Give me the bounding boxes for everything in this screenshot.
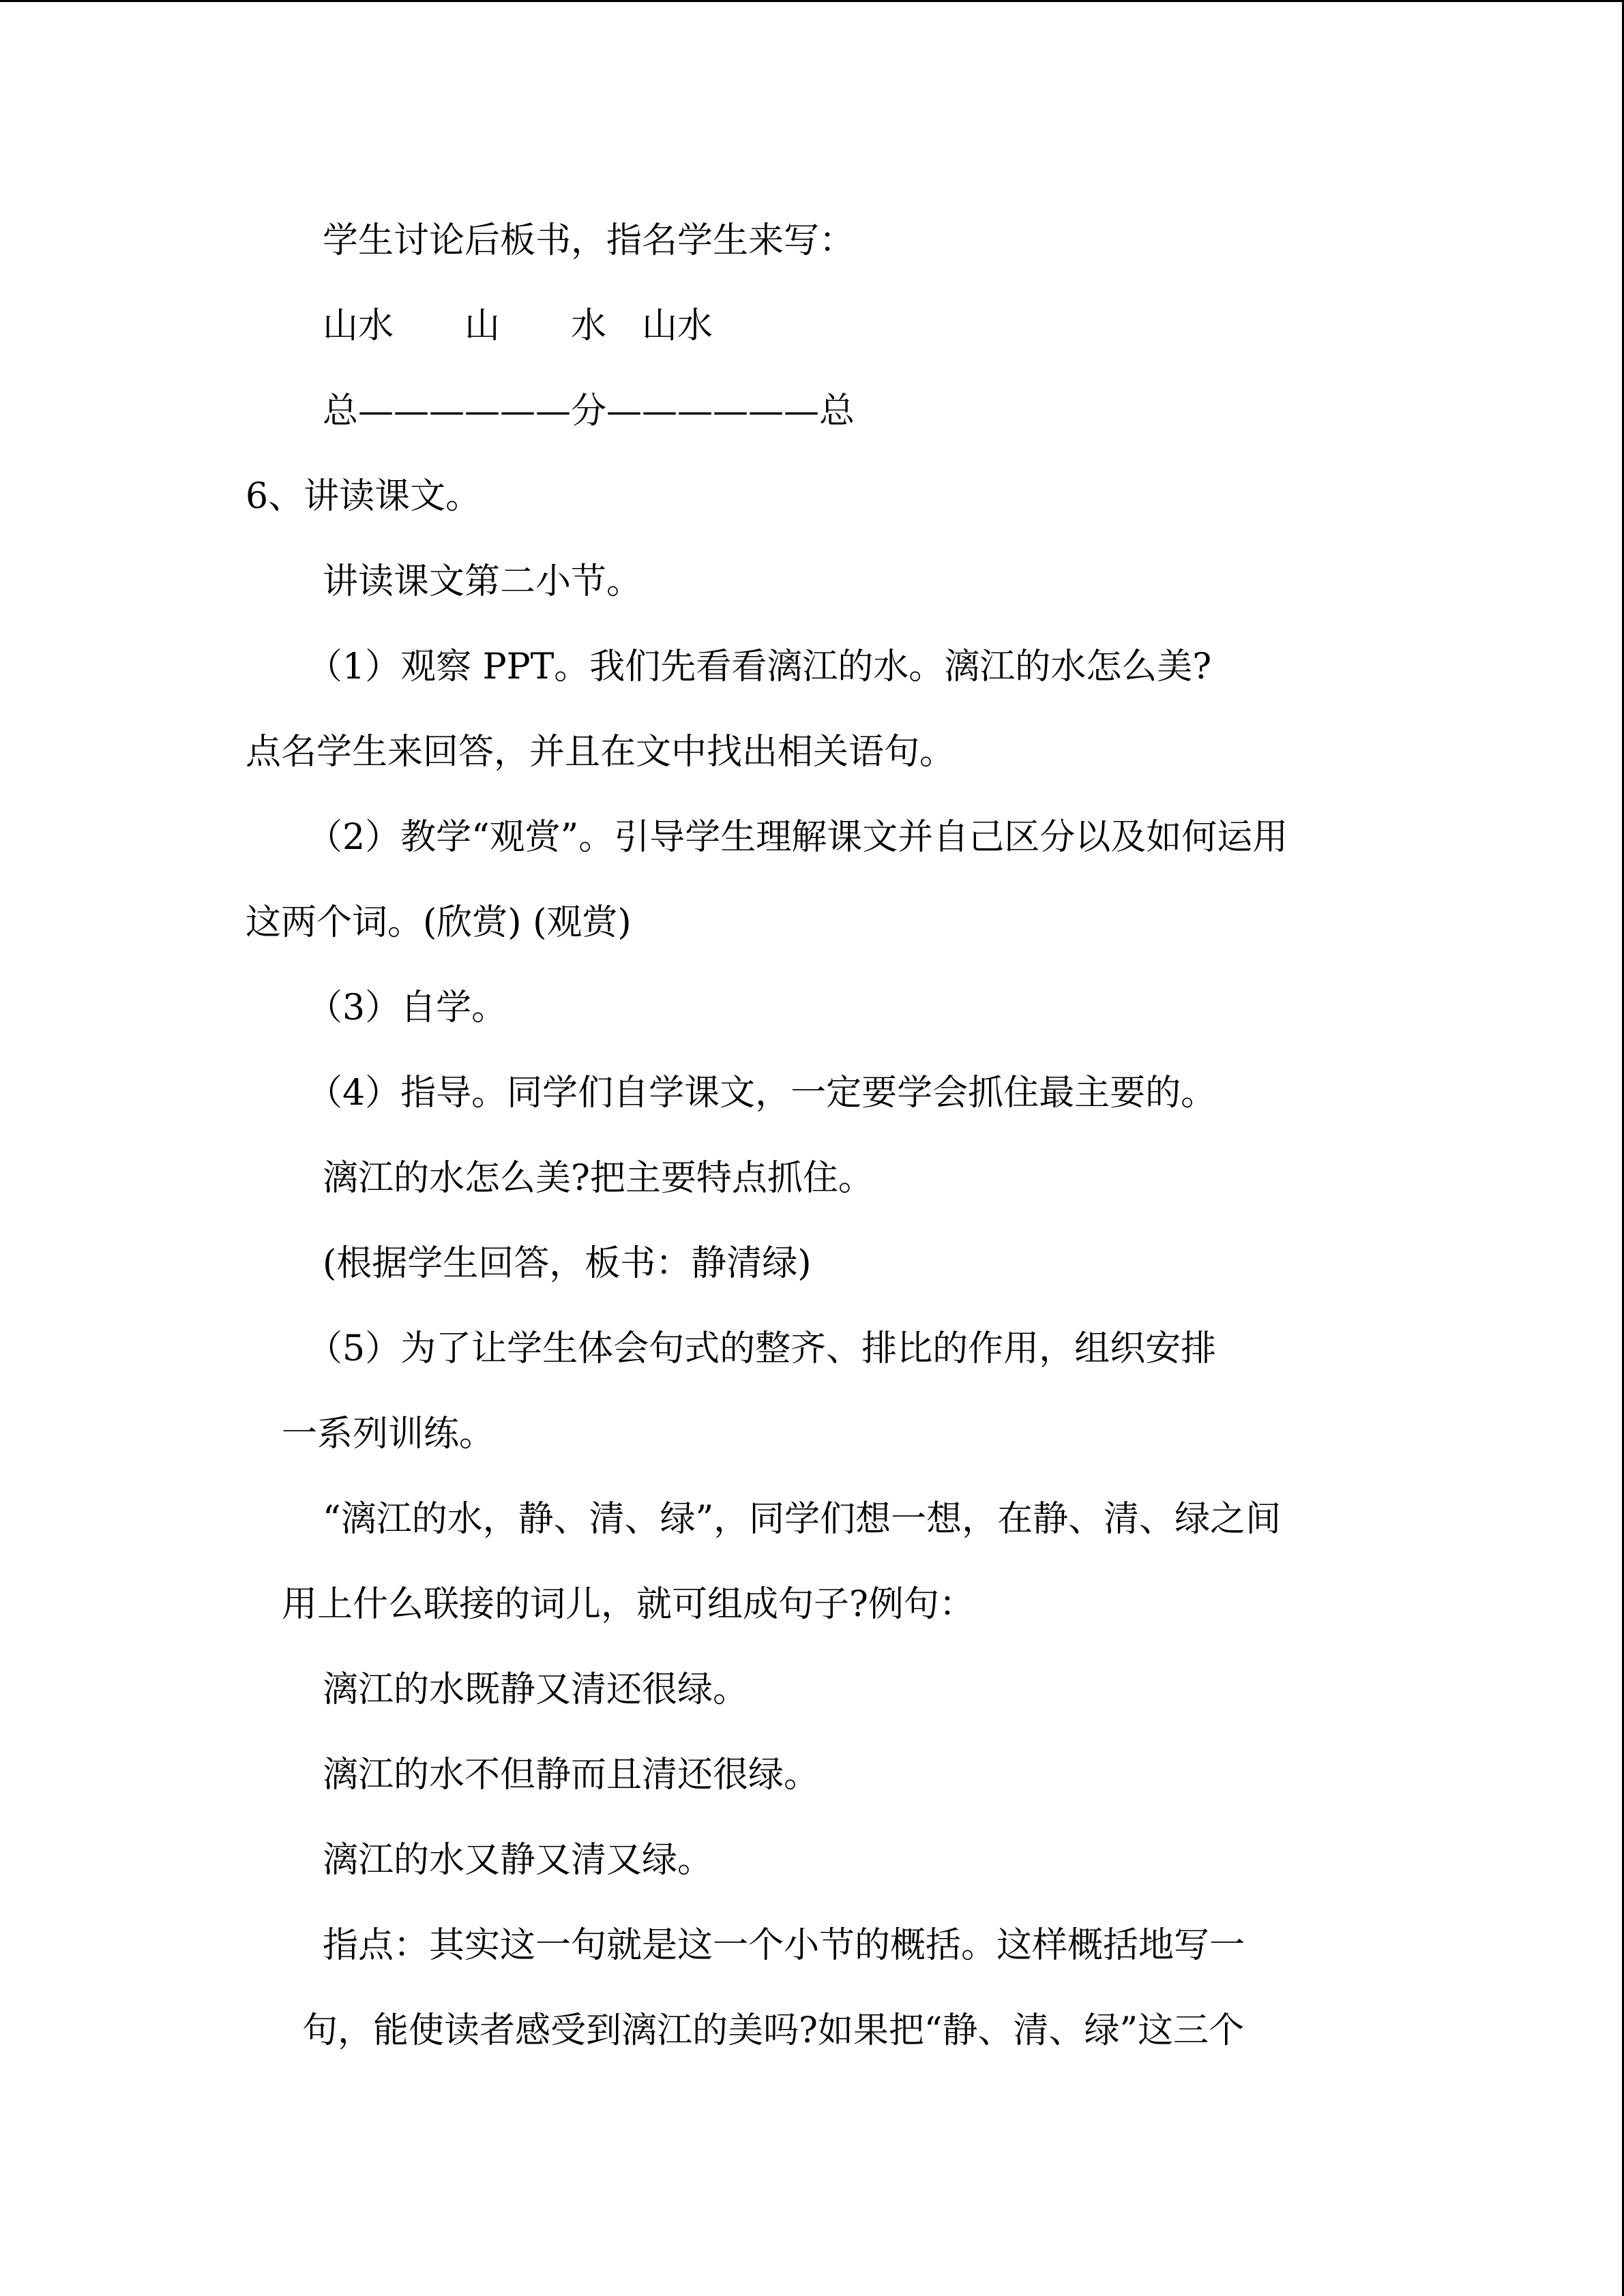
text-line-step-2-cont: 这两个词。(欣赏) (观赏) bbox=[246, 902, 632, 943]
text-line-step-2: （2）教学“观赏”。引导学生理解课文并自己区分以及如何运用 bbox=[307, 817, 1288, 858]
text-line-step-5: （5）为了让学生体会句式的整齐、排比的作用，组织安排 bbox=[307, 1328, 1217, 1369]
text-line-step-3: （3）自学。 bbox=[307, 987, 507, 1028]
text-line-exercise-cont: 用上什么联接的词儿，就可组成句子?例句： bbox=[282, 1584, 975, 1625]
text-line-example-2: 漓江的水不但静而且清还很绿。 bbox=[323, 1755, 820, 1795]
text-line-step-1: （1）观察 PPT。我们先看看漓江的水。漓江的水怎么美? bbox=[307, 646, 1212, 687]
text-line-step-4: （4）指导。同学们自学课文，一定要学会抓住最主要的。 bbox=[307, 1073, 1217, 1114]
section-heading-6: 6、讲读课文。 bbox=[246, 476, 482, 517]
text-line-board-layout: 山水 山 水 山水 bbox=[323, 305, 713, 346]
text-line-example-3: 漓江的水又静又清又绿。 bbox=[323, 1840, 713, 1881]
text-line-board-writing-intro: 学生讨论后板书，指名学生来写： bbox=[323, 220, 855, 261]
text-line-board-note: (根据学生回答，板书：静清绿) bbox=[323, 1243, 812, 1284]
text-line-second-section: 讲读课文第二小节。 bbox=[323, 561, 643, 602]
text-line-exercise: “漓江的水，静、清、绿”，同学们想一想，在静、清、绿之间 bbox=[323, 1499, 1282, 1540]
text-line-step-5-cont: 一系列训练。 bbox=[282, 1414, 495, 1455]
text-line-summary: 指点：其实这一句就是这一个小节的概括。这样概括地写一 bbox=[323, 1925, 1245, 1966]
text-line-example-1: 漓江的水既静又清还很绿。 bbox=[323, 1669, 749, 1710]
text-line-structure: 总——————分——————总 bbox=[323, 391, 855, 432]
text-line-summary-cont: 句，能使读者感受到漓江的美吗?如果把“静、清、绿”这三个 bbox=[302, 2010, 1245, 2051]
text-line-question: 漓江的水怎么美?把主要特点抓住。 bbox=[323, 1158, 874, 1199]
text-line-step-1-cont: 点名学生来回答，并且在文中找出相关语句。 bbox=[246, 732, 956, 773]
